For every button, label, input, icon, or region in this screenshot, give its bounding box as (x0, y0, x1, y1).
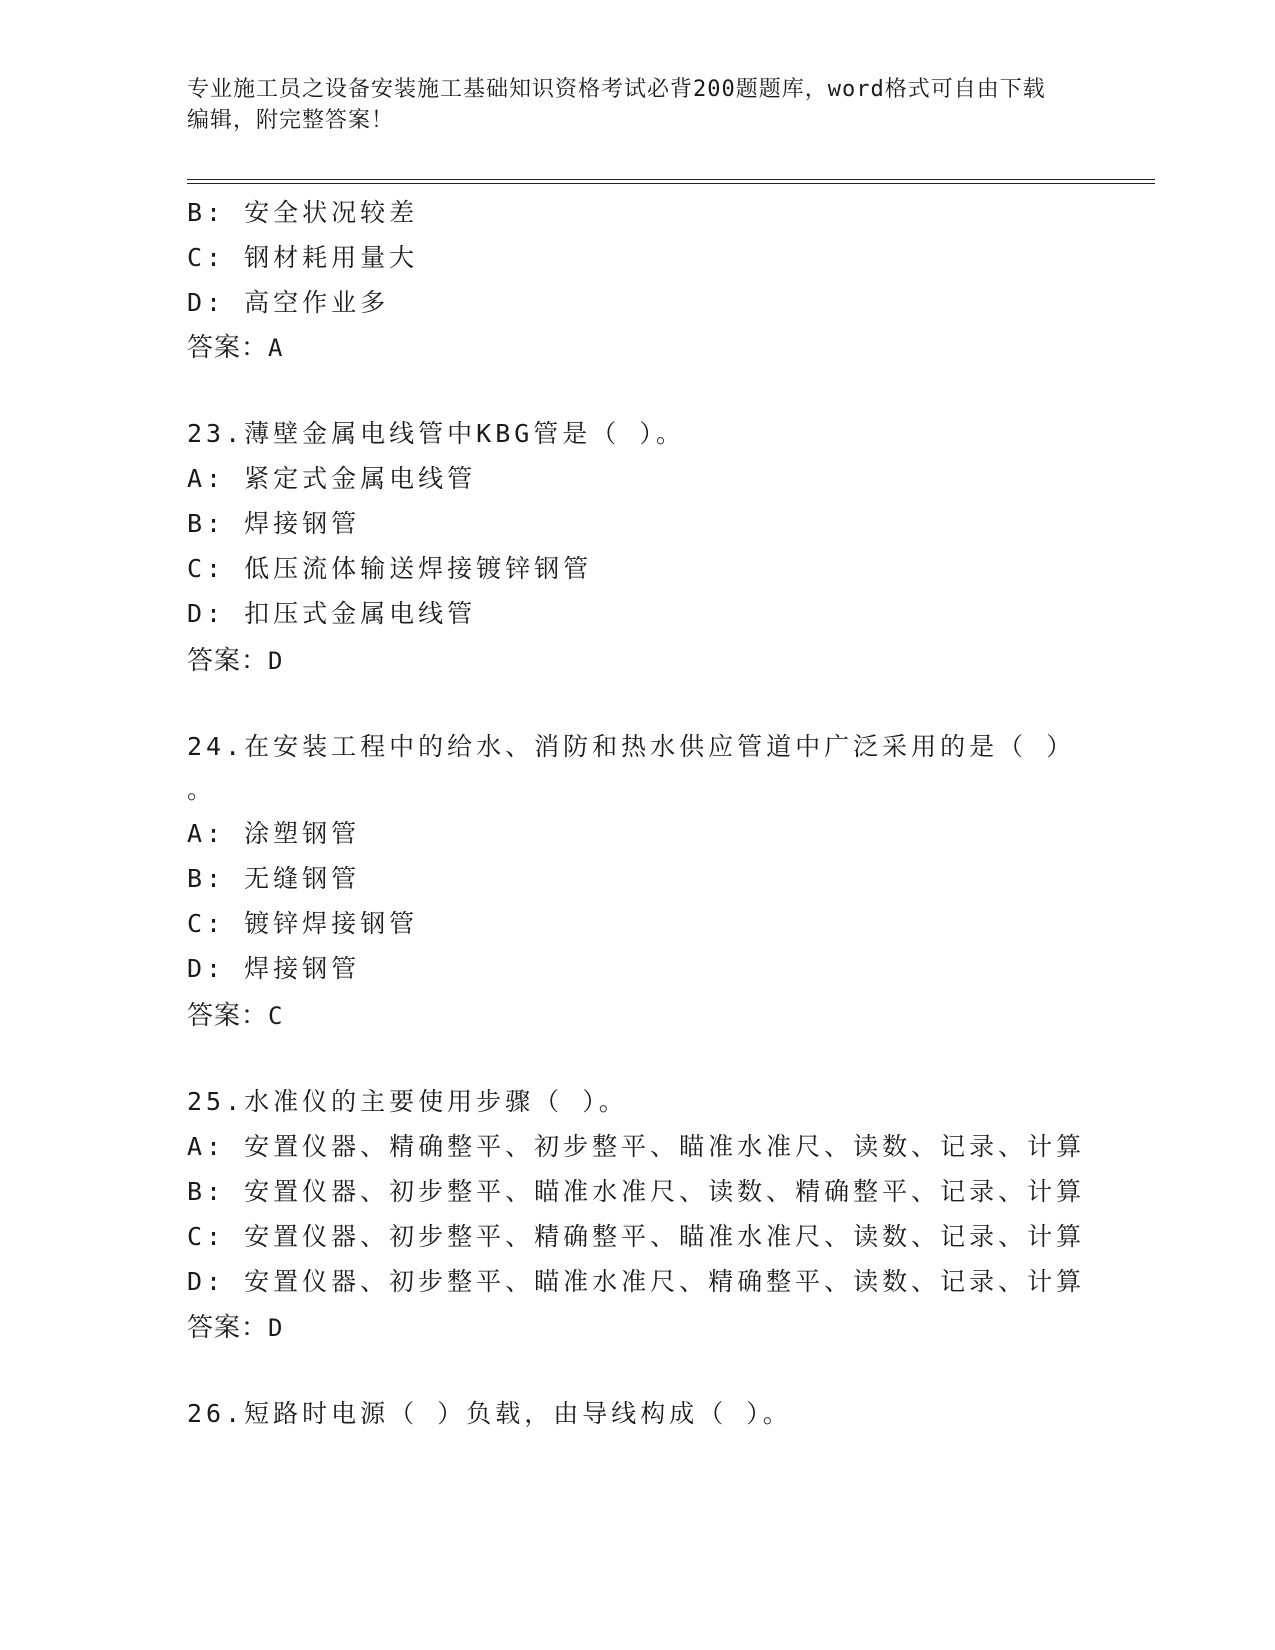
q25-question: 25.水准仪的主要使用步骤（ ）。 (187, 1087, 628, 1116)
q22-answer-value: A (268, 334, 284, 362)
q25-answer (187, 1307, 283, 1344)
q23-option-c: C: 低压流体输送焊接镀锌钢管 (187, 554, 593, 583)
q25-option-b: B: 安置仪器、初步整平、瞄准水准尺、读数、精确整平、记录、计算 (187, 1177, 1086, 1206)
document-header: 专业施工员之设备安装施工基础知识资格考试必背200题题库，word格式可自由下载编辑，附完整答案！ (187, 77, 1046, 133)
q26-question: 26.短路时电源（ ）负载，由导线构成（ ）。 (187, 1399, 792, 1428)
header-rule-bottom (187, 183, 1155, 184)
q24-option-a: A: 涂塑钢管 (187, 819, 361, 848)
q23-option-a: A: 紧定式金属电线管 (187, 464, 477, 493)
q22-answer-label: 答案： (187, 333, 269, 363)
q24-answer-label: 答案： (187, 1001, 269, 1031)
q23-question: 23.薄壁金属电线管中KBG管是（ ）。 (187, 419, 685, 448)
q24-option-d: D: 焊接钢管 (187, 954, 361, 983)
q24-option-c: C: 镀锌焊接钢管 (187, 909, 419, 938)
header-rule-top (187, 179, 1155, 180)
q23-option-b: B: 焊接钢管 (187, 509, 361, 538)
q23-answer (187, 640, 283, 677)
q24-question-line1: 24.在安装工程中的给水、消防和热水供应管道中广泛采用的是（ ） (187, 732, 1076, 761)
q24-option-b: B: 无缝钢管 (187, 864, 361, 893)
q25-answer-label: 答案： (187, 1313, 269, 1343)
q23-option-d: D: 扣压式金属电线管 (187, 599, 477, 628)
q24-answer-value: C (268, 1002, 284, 1030)
q24-question-line2: 。 (187, 775, 217, 804)
q22-answer (187, 327, 283, 364)
q22-option-d: D: 高空作业多 (187, 288, 390, 317)
q23-answer-label: 答案： (187, 646, 269, 676)
q25-option-a: A: 安置仪器、精确整平、初步整平、瞄准水准尺、读数、记录、计算 (187, 1132, 1086, 1161)
q25-option-c: C: 安置仪器、初步整平、精确整平、瞄准水准尺、读数、记录、计算 (187, 1222, 1086, 1251)
q25-answer-value: D (268, 1314, 284, 1342)
q24-answer (187, 995, 283, 1032)
q22-option-c: C: 钢材耗用量大 (187, 243, 419, 272)
q25-option-d: D: 安置仪器、初步整平、瞄准水准尺、精确整平、读数、记录、计算 (187, 1267, 1086, 1296)
q22-option-b: B: 安全状况较差 (187, 198, 419, 227)
q23-answer-value: D (268, 647, 284, 675)
